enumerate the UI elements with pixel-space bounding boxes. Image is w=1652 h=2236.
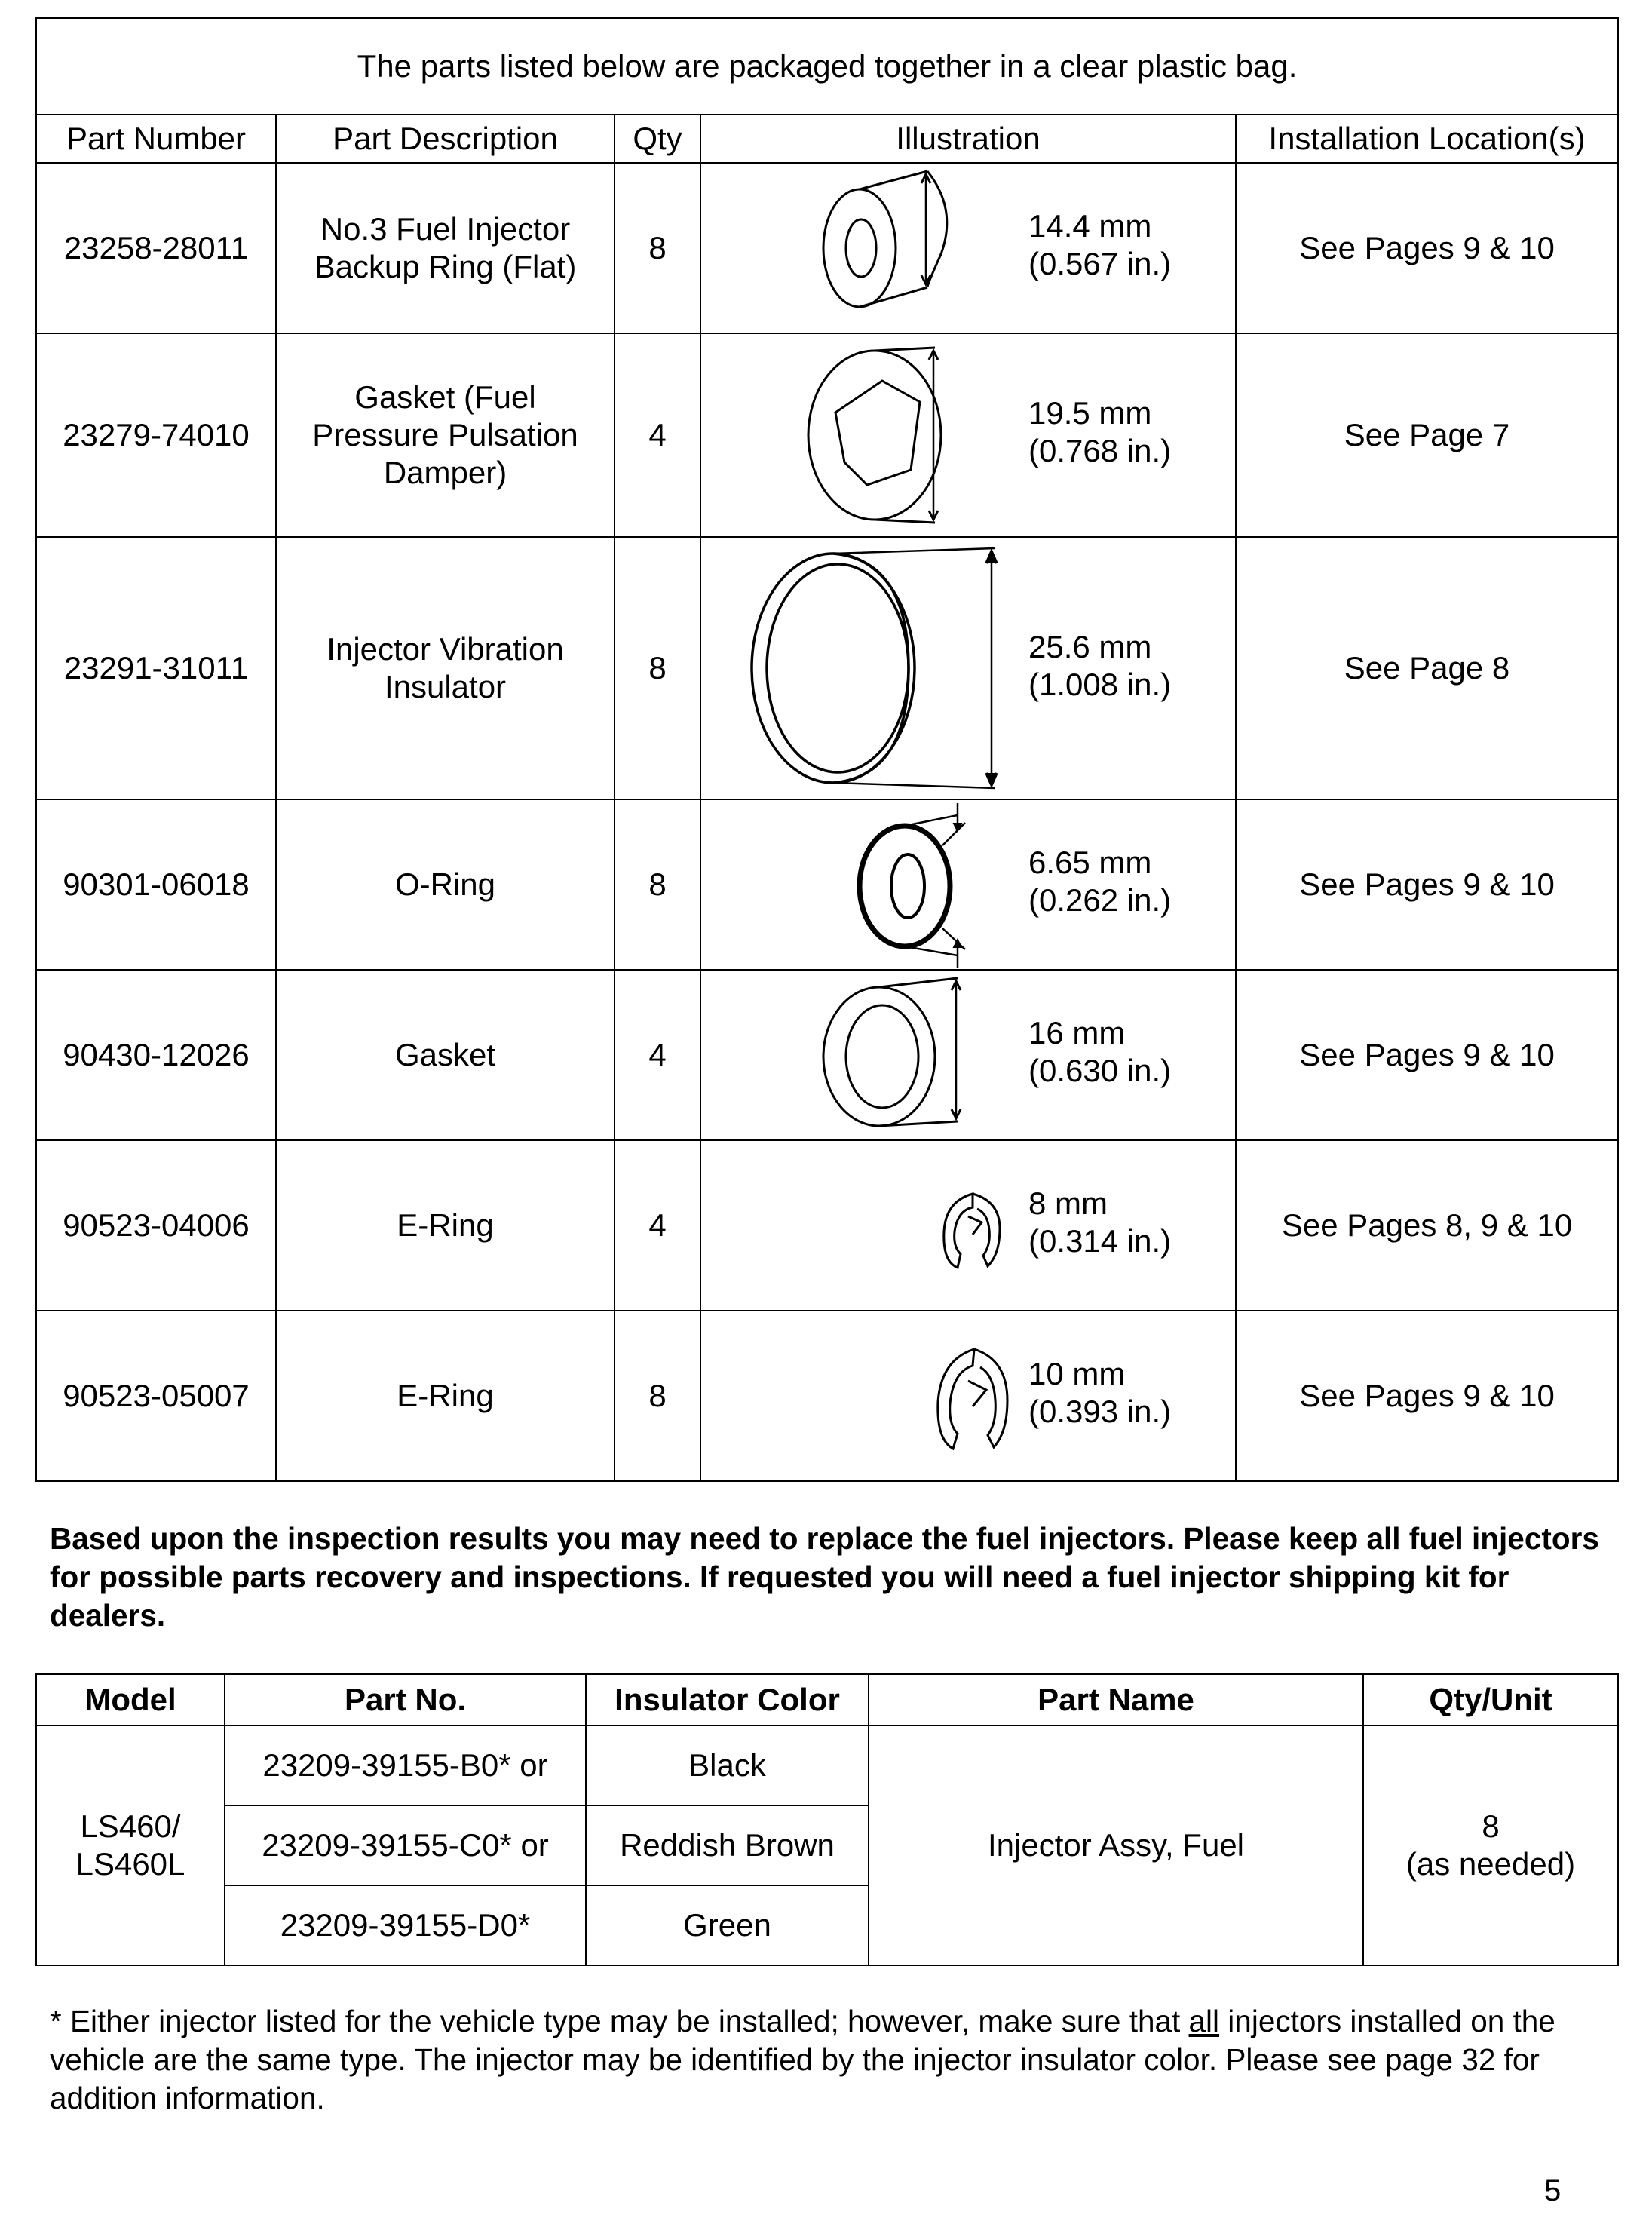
table-row <box>36 799 1618 970</box>
header-qty: Qty <box>615 115 700 163</box>
insulator-color: Black <box>586 1725 869 1805</box>
part-number: 23279-74010 <box>36 333 276 537</box>
header-part-description: Part Description <box>276 115 615 163</box>
installation-location: See Pages 8, 9 & 10 <box>1236 1140 1618 1311</box>
header-insulator-color: Insulator Color <box>586 1674 869 1725</box>
dimension-mm: 19.5 mm <box>1028 395 1152 431</box>
footnote <box>50 2002 1618 2118</box>
model-cell <box>36 1725 225 1965</box>
dimension-in: (0.768 in.) <box>1028 433 1172 468</box>
qty-value: 8 <box>1482 1808 1500 1844</box>
table-row <box>36 1140 1618 1311</box>
header-model: Model <box>36 1674 225 1725</box>
part-number: 23291-31011 <box>36 537 276 799</box>
injector-part-no: 23209-39155-C0* or <box>225 1805 586 1885</box>
part-number: 23258-28011 <box>36 163 276 333</box>
part-description: Gasket (Fuel Pressure Pulsation Damper) <box>276 333 615 537</box>
dimension-mm: 25.6 mm <box>1028 629 1152 664</box>
dimension-mm: 6.65 mm <box>1028 845 1152 880</box>
header-installation-location: Installation Location(s) <box>1236 115 1618 163</box>
header-part-no: Part No. <box>225 1674 586 1725</box>
replacement-note: Based upon the inspection results you may need to replace the fuel injectors. Please keep all fuel injectors for possible parts recovery and inspections. If requested you will need a fuel injector shipping kit for dealers. <box>50 1521 1599 1633</box>
header-qty-unit: Qty/Unit <box>1363 1674 1618 1725</box>
part-name-cell: Injector Assy, Fuel <box>869 1725 1363 1965</box>
qty-note: (as needed) <box>1405 1846 1576 1882</box>
footnote-text: * Either injector listed for the vehicle type may be installed; however, make sure that <box>50 2004 1189 2038</box>
illustration-cell <box>700 333 1236 537</box>
page-number: 5 <box>1544 2174 1562 2207</box>
part-description: No.3 Fuel Injector Backup Ring (Flat) <box>276 163 615 333</box>
part-description: Injector Vibration Insulator <box>276 537 615 799</box>
part-qty: 8 <box>615 537 700 799</box>
insulator-color: Reddish Brown <box>586 1805 869 1885</box>
dimension-mm: 14.4 mm <box>1028 208 1152 244</box>
installation-location: See Pages 9 & 10 <box>1236 163 1618 333</box>
part-description: E-Ring <box>276 1140 615 1311</box>
illustration-cell <box>700 799 1236 970</box>
vibration-insulator-icon <box>735 538 1007 799</box>
illustration-cell <box>700 1140 1236 1311</box>
o-ring-icon <box>852 800 1018 969</box>
illustration-cell <box>700 163 1236 333</box>
table-row <box>36 537 1618 799</box>
dimension-mm: 10 mm <box>1028 1356 1126 1391</box>
e-ring-large-icon <box>920 1311 1025 1480</box>
installation-location: See Pages 9 & 10 <box>1236 799 1618 970</box>
qty-unit-cell <box>1363 1725 1618 1965</box>
installation-location: See Page 7 <box>1236 333 1618 537</box>
parts-table <box>35 17 1619 1482</box>
table-row <box>36 1311 1618 1481</box>
header-part-number: Part Number <box>36 115 276 163</box>
illustration-cell <box>700 970 1236 1140</box>
part-description: E-Ring <box>276 1311 615 1481</box>
injector-part-no: 23209-39155-B0* or <box>225 1725 586 1805</box>
part-number: 90523-04006 <box>36 1140 276 1311</box>
header-part-name: Part Name <box>869 1674 1363 1725</box>
dimension-mm: 16 mm <box>1028 1015 1126 1051</box>
injector-table <box>35 1673 1619 1966</box>
table-row <box>36 163 1618 333</box>
parts-table-caption: The parts listed below are packaged together in a clear plastic bag. <box>36 18 1618 115</box>
dimension-mm: 8 mm <box>1028 1185 1108 1221</box>
part-qty: 8 <box>615 799 700 970</box>
e-ring-small-icon <box>927 1141 1018 1310</box>
injector-part-no: 23209-39155-D0* <box>225 1885 586 1965</box>
gasket-icon <box>814 971 1010 1139</box>
header-illustration: Illustration <box>700 115 1236 163</box>
part-description: O-Ring <box>276 799 615 970</box>
part-qty: 4 <box>615 1140 700 1311</box>
part-qty: 4 <box>615 970 700 1140</box>
installation-location: See Pages 9 & 10 <box>1236 1311 1618 1481</box>
footnote-text: injectors installed on the vehicle are the same type. The injector may be identified by the injector insulator color. Please see page 32 for addition information. <box>50 2004 1555 2115</box>
part-number: 90430-12026 <box>36 970 276 1140</box>
part-qty: 8 <box>615 163 700 333</box>
part-qty: 8 <box>615 1311 700 1481</box>
dimension-in: (0.393 in.) <box>1028 1394 1172 1429</box>
illustration-cell <box>700 1311 1236 1481</box>
table-row <box>36 970 1618 1140</box>
table-row <box>36 333 1618 537</box>
part-qty: 4 <box>615 333 700 537</box>
part-description: Gasket <box>276 970 615 1140</box>
part-number: 90523-05007 <box>36 1311 276 1481</box>
model-line: LS460/ <box>80 1808 181 1844</box>
dimension-in: (0.567 in.) <box>1028 246 1172 281</box>
dimension-in: (0.314 in.) <box>1028 1223 1172 1259</box>
illustration-cell <box>700 537 1236 799</box>
part-number: 90301-06018 <box>36 799 276 970</box>
footnote-emphasis: all <box>1188 2004 1220 2038</box>
table-row <box>36 1725 1618 1805</box>
insulator-color: Green <box>586 1885 869 1965</box>
dimension-in: (1.008 in.) <box>1028 667 1172 702</box>
installation-location: See Page 8 <box>1236 537 1618 799</box>
damper-gasket-icon <box>792 334 1018 536</box>
model-line: LS460L <box>75 1846 185 1882</box>
installation-location: See Pages 9 & 10 <box>1236 970 1618 1140</box>
dimension-in: (0.630 in.) <box>1028 1053 1172 1088</box>
flat-backup-ring-icon <box>814 164 1010 333</box>
dimension-in: (0.262 in.) <box>1028 882 1172 918</box>
